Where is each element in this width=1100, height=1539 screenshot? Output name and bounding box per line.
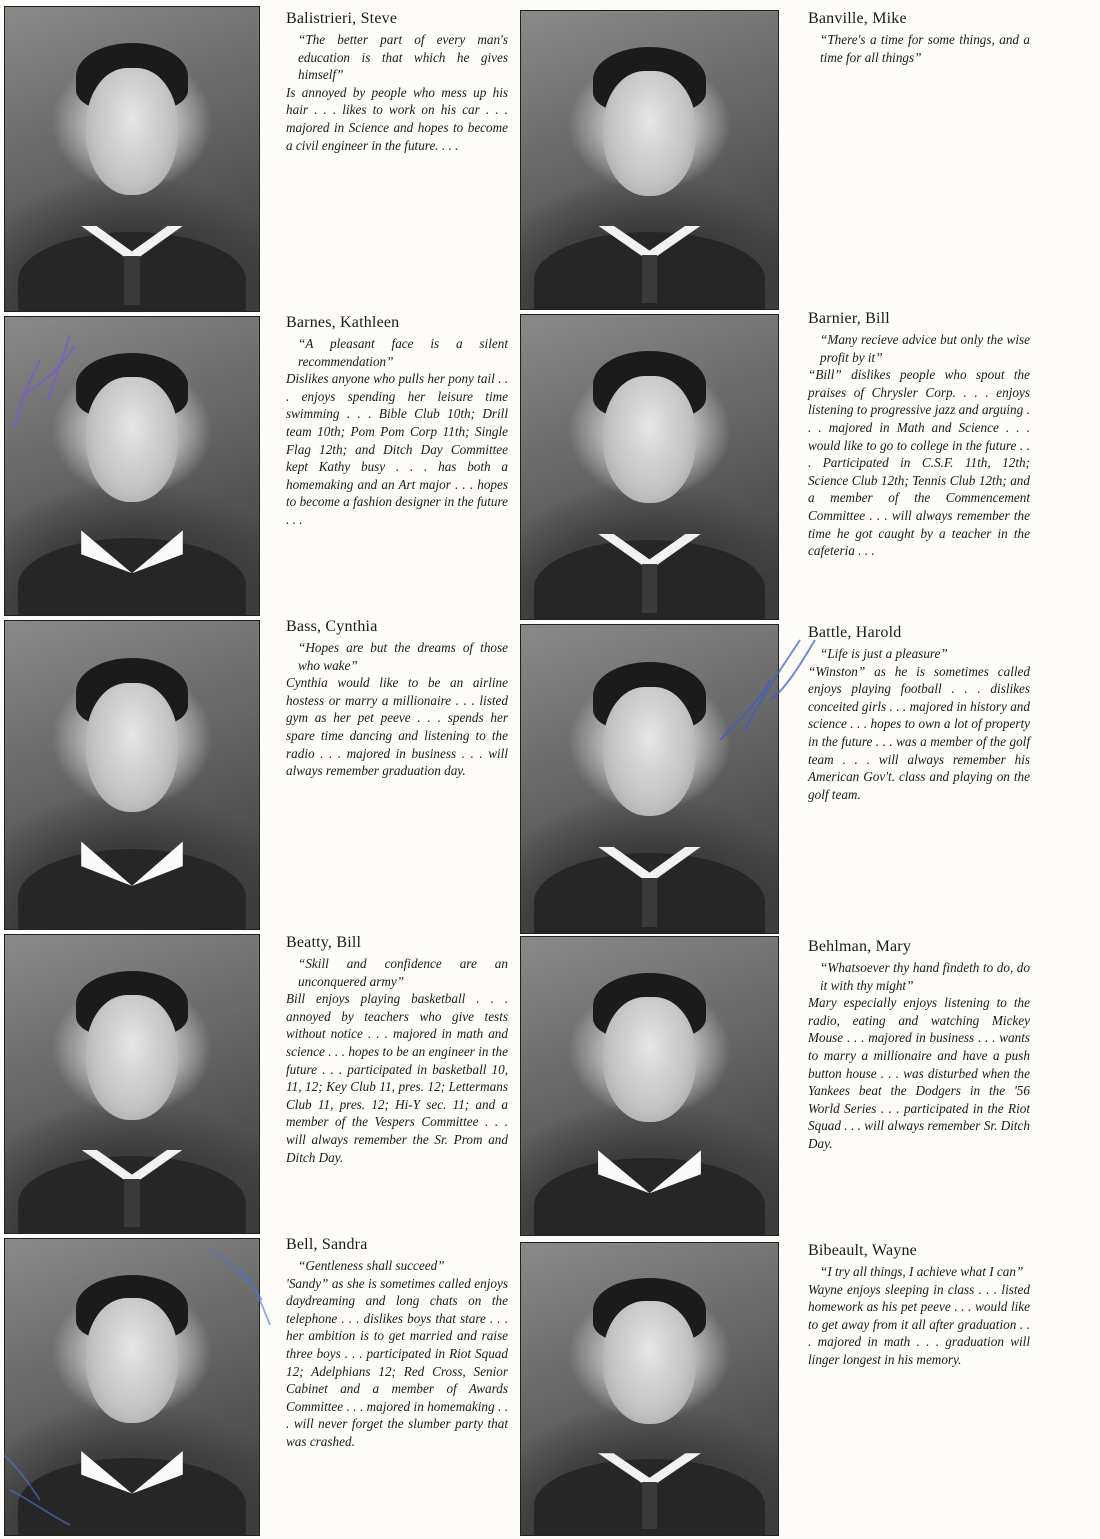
student-name: Balistrieri, Steve <box>286 10 398 27</box>
student-quote: “A pleasant face is a silent recommendation” <box>298 336 508 369</box>
student-name: Bibeault, Wayne <box>808 1242 917 1259</box>
student-name: Barnes, Kathleen <box>286 314 400 331</box>
student-quote: “Hopes are but the dreams of those who wake” <box>298 640 508 673</box>
student-quote: “I try all things, I achieve what I can” <box>820 1264 1024 1279</box>
student-quote: “Skill and confidence are an unconquered army” <box>298 956 508 989</box>
student-bio: “Winston” as he is sometimes called enjoys playing football . . . dislikes conceited girls . . . majored in history and science . . . hopes to own a lot of property in the future . . . was a member of the golf team . . . will always remember his American Gov't. class and playing on the golf team. <box>808 663 1030 802</box>
student-bio: Is annoyed by people who mess up his hair . . . likes to work on his car . . . majored in Science and hopes to become a civil engineer in the future. . . . <box>286 84 508 153</box>
student-bio: Mary especially enjoys listening to the radio, eating and watching Mickey Mouse . . . majored in business . . . wants to marry a millionaire and have a push button house . . . was disturbed when the Yankees beat the Dodgers in the '56 World Series . . . participated in the Riot Squad . . . will always remember Sr. Ditch Day. <box>808 995 1030 1151</box>
student-name: Banville, Mike <box>808 10 907 27</box>
student-name: Beatty, Bill <box>286 934 362 951</box>
portrait-photo-balistrieri <box>4 6 260 312</box>
student-bio: Dislikes anyone who pulls her pony tail . . . enjoys spending her leisure time swimming . . . Bible Club 10th; Drill team 10th; Pom Pom Corp 11th; Single Flag 12th; and Ditch Day Committee kept Kathy busy . . . has both a homemaking and an Art major . . . hopes to become a fashion designer in the future . . . <box>286 371 508 527</box>
portrait-photo-behlman <box>520 936 779 1236</box>
senior-entry-beatty <box>286 934 508 1166</box>
portrait-photo-bibeault <box>520 1242 779 1536</box>
student-name: Behlman, Mary <box>808 938 912 955</box>
portrait-photo-barnier <box>520 314 779 620</box>
student-bio: Cynthia would like to be an airline hostess or marry a millionaire . . . listed gym as her pet peeve . . . spends her spare time dancing and listening to the radio . . . majored in business . . . will always remember graduation day. <box>286 675 508 779</box>
student-name: Battle, Harold <box>808 624 902 641</box>
student-quote: “Many recieve advice but only the wise profit by it” <box>820 332 1030 365</box>
student-name: Bell, Sandra <box>286 1236 368 1253</box>
student-bio: Wayne enjoys sleeping in class . . . listed homework as his pet peeve . . . would like to get away from it all after graduation . . . majored in math . . . graduation will linger longest in his memory. <box>808 1281 1030 1367</box>
student-name: Barnier, Bill <box>808 310 890 327</box>
senior-entry-balistrieri <box>286 10 508 154</box>
senior-entry-bass <box>286 618 508 780</box>
student-bio: “Bill” dislikes people who spout the praises of Chrysler Corp. . . . enjoys listening to progressive jazz and arguing . . . majored in Math and Science . . . would like to go to college in the future . . . Participated in C.S.F. 11th, 12th; Science Club 12th; Tennis Club 12th; and a member of the Commencement Committee . . . will always remember the time he got caught by a teacher in the cafeteria . . . <box>808 367 1030 559</box>
portrait-photo-bass <box>4 620 260 930</box>
portrait-photo-barnes <box>4 316 260 616</box>
portrait-photo-bell <box>4 1238 260 1536</box>
student-quote: “Whatsoever thy hand findeth to do, do it with thy might” <box>820 960 1030 993</box>
student-quote: “Gentleness shall succeed” <box>298 1258 445 1273</box>
student-quote: “The better part of every man's education is that which he gives himself” <box>298 32 508 83</box>
student-quote: “Life is just a pleasure” <box>820 646 948 661</box>
student-bio: 'Sandy” as she is sometimes called enjoys daydreaming and long chats on the telephone . . . dislikes boys that stare . . . her ambition is to get married and raise three boys . . . participated in Riot Squad 12; Adelphians 12; Red Cross, Senior Cabinet and a member of Awards Committee . . . majored in homemaking . . . will never forget the slumber party that was crashed. <box>286 1275 508 1449</box>
portrait-photo-banville <box>520 10 779 310</box>
student-name: Bass, Cynthia <box>286 618 378 635</box>
portrait-photo-beatty <box>4 934 260 1234</box>
student-bio: Bill enjoys playing basketball . . . annoyed by teachers who give tests without notice . . . majored in math and science . . . hopes to be an engineer in the future . . . participated in basketball 10, 11, 12; Key Club 11, pres. 12; Lettermans Club 11, pres. 12; Hi-Y sec. 11; and a member of the Vespers Committee . . . will always remember the Sr. Prom and Ditch Day. <box>286 991 508 1165</box>
senior-entry-barnier <box>808 310 1030 560</box>
portrait-photo-battle <box>520 624 779 934</box>
student-quote: “There's a time for some things, and a time for all things” <box>820 32 1030 65</box>
senior-entry-barnes <box>286 314 508 529</box>
senior-entry-bibeault <box>808 1242 1030 1369</box>
senior-entry-banville <box>808 10 1030 66</box>
senior-entry-battle <box>808 624 1030 803</box>
senior-entry-behlman <box>808 938 1030 1153</box>
senior-entry-bell <box>286 1236 508 1451</box>
